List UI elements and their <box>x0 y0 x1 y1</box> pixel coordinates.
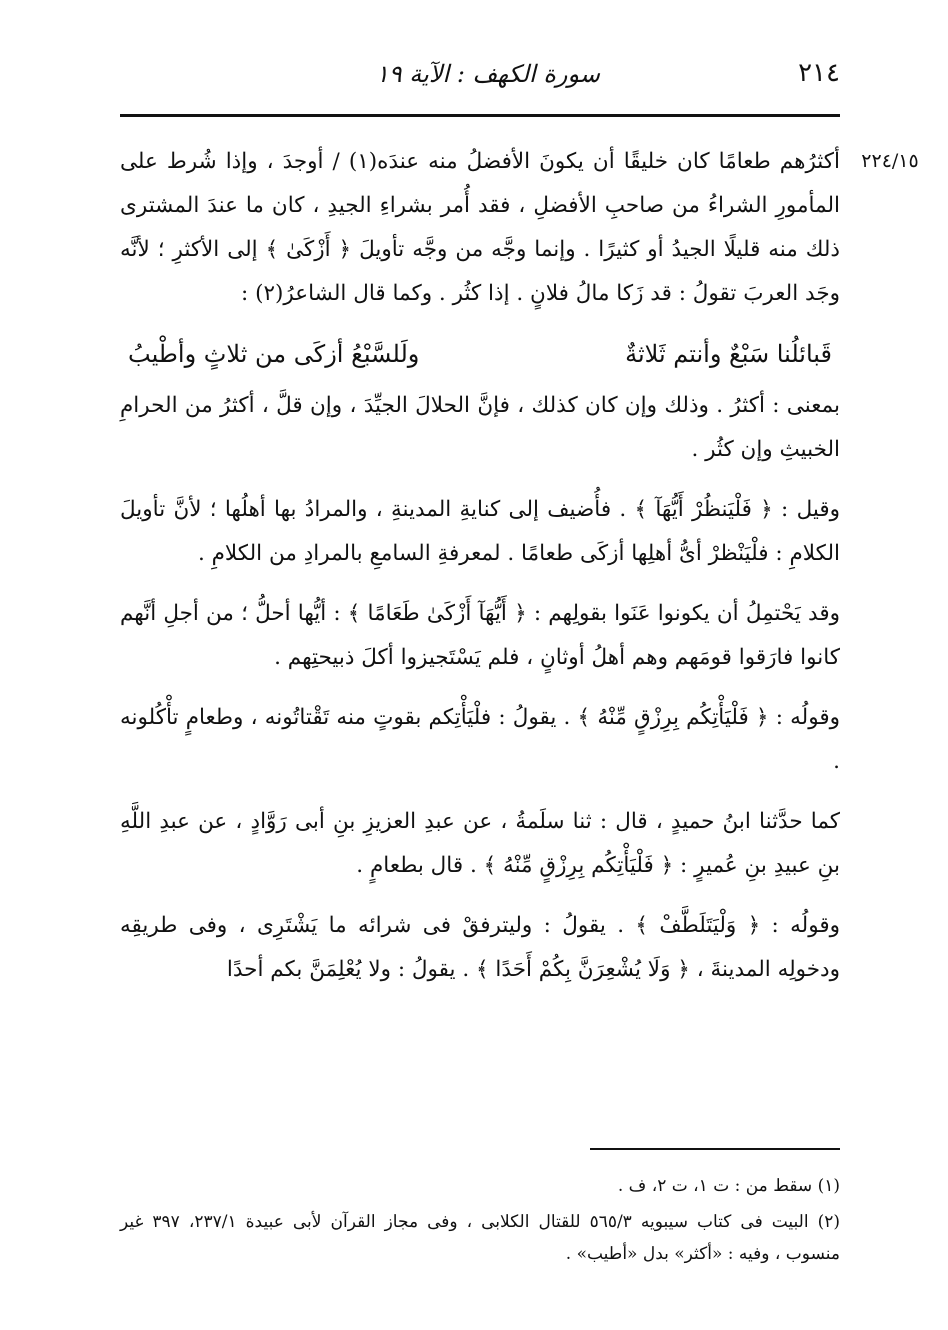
verse-second-hemistich: ولَلسَّبْعُ أزكَى من ثلاثٍ وأطْيبُ <box>128 340 420 368</box>
verse-first-hemistich: قَبائلُنا سَبْعٌ وأنتم ثَلاثةٌ <box>625 340 832 368</box>
footnote-separator <box>590 1148 840 1150</box>
main-text <box>120 140 840 1008</box>
footnote-2: (٢) البيت فى كتاب سيبويه ٥٦٥/٣ للقتال الكلابى ، وفى مجاز القرآن لأبى عبيدة ٢٣٧/١، ٣٩٧ غير منسوب ، وفيه : «أكثر» بدل «أطيب» . <box>120 1212 841 1264</box>
poetry-verse <box>120 332 840 376</box>
page-number: ٢١٤ <box>798 58 840 88</box>
header-rule <box>120 114 840 117</box>
paragraph-6: كما حدَّثنا ابنُ حميدٍ ، قال : ثنا سلَمةُ ، عن عبدِ العزيزِ بنِ أبى رَوَّادٍ ، عن عبدِ اللَّهِ بنِ عبيدِ بنِ عُميرٍ : ﴿ فَلْيَأْتِكُم بِرِزْقٍ مِّنْهُ ﴾ . قال بطعامٍ . <box>120 809 840 878</box>
running-title: سورة الكهف : الآية ١٩ <box>375 60 600 88</box>
paragraph-3: وقيل : ﴿ فَلْيَنظُرْ أَيُّهَآ ﴾ . فأُضيف إلى كنايةِ المدينةِ ، والمرادُ بها أهلُها ؛ لأنَّ تأويلَ الكلامِ : فلْيَنْظرْ أىُّ أهلِها أزكَى طعامًا . لمعرفةِ السامعِ بالمرادِ من الكلامِ . <box>120 497 840 566</box>
paragraph-4: وقد يَحْتمِلُ أن يكونوا عَنَوا بقولِهم : ﴿ أَيُّهَآ أَزْكَىٰ طَعَامًا ﴾ : أيُّها أحلُّ ؛ من أجلِ أنَّهم كانوا فارَقوا قومَهم وهم أهلُ أوثانٍ ، فلم يَسْتَجيزوا أكلَ ذبيحتِهم . <box>120 601 840 670</box>
paragraph-2: بمعنى : أكثرُ . وذلك وإن كان كذلك ، فإنَّ الحلالَ الجيِّدَ ، وإن قلَّ ، أكثرُ من الحرامِ الخبيثِ وإن كثُر . <box>120 393 840 462</box>
footnotes <box>120 1170 840 1274</box>
page-header <box>120 50 840 110</box>
paragraph-1: أكثرُهم طعامًا كان خليقًا أن يكونَ الأفضلُ منه عندَه(١) / أوجدَ ، وإذا شُرط على المأمورِ الشراءُ من صاحبِ الأفضلِ ، فقد أُمر بشراءِ الجيدِ ، كان ما عندَ المشترى ذلك منه قليلًا الجيدُ أو كثيرًا . وإنما وجَّه من وجَّه تأويلَ ﴿ أَزْكَىٰ ﴾ إلى الأكثرِ ؛ لأنَّه وجَد العربَ تقولُ : قد زَكا مالُ فلانٍ . إذا كثُر . وكما قال الشاعرُ(٢) : <box>120 149 840 306</box>
marginal-reference: ٢٢٤/١٥ <box>861 150 919 172</box>
paragraph-7: وقولُه : ﴿ وَلْيَتَلَطَّفْ ﴾ . يقولُ : وليترفقْ فى شرائه ما يَشْتَرِى ، وفى طريقِه ودخولِه المدينةَ ، ﴿ وَلَا يُشْعِرَنَّ بِكُمْ أَحَدًا ﴾ . يقولُ : ولا يُعْلِمَنَّ بكم أحدًا <box>120 913 840 982</box>
paragraph-5: وقولُه : ﴿ فَلْيَأْتِكُم بِرِزْقٍ مِّنْهُ ﴾ . يقولُ : فلْيَأْتِكم بقوتٍ منه تَقْتاتُونه ، وطعامٍ تأْكُلونه . <box>120 705 840 774</box>
footnote-1: (١) سقط من : ت ١، ت ٢، ف . <box>617 1176 840 1196</box>
